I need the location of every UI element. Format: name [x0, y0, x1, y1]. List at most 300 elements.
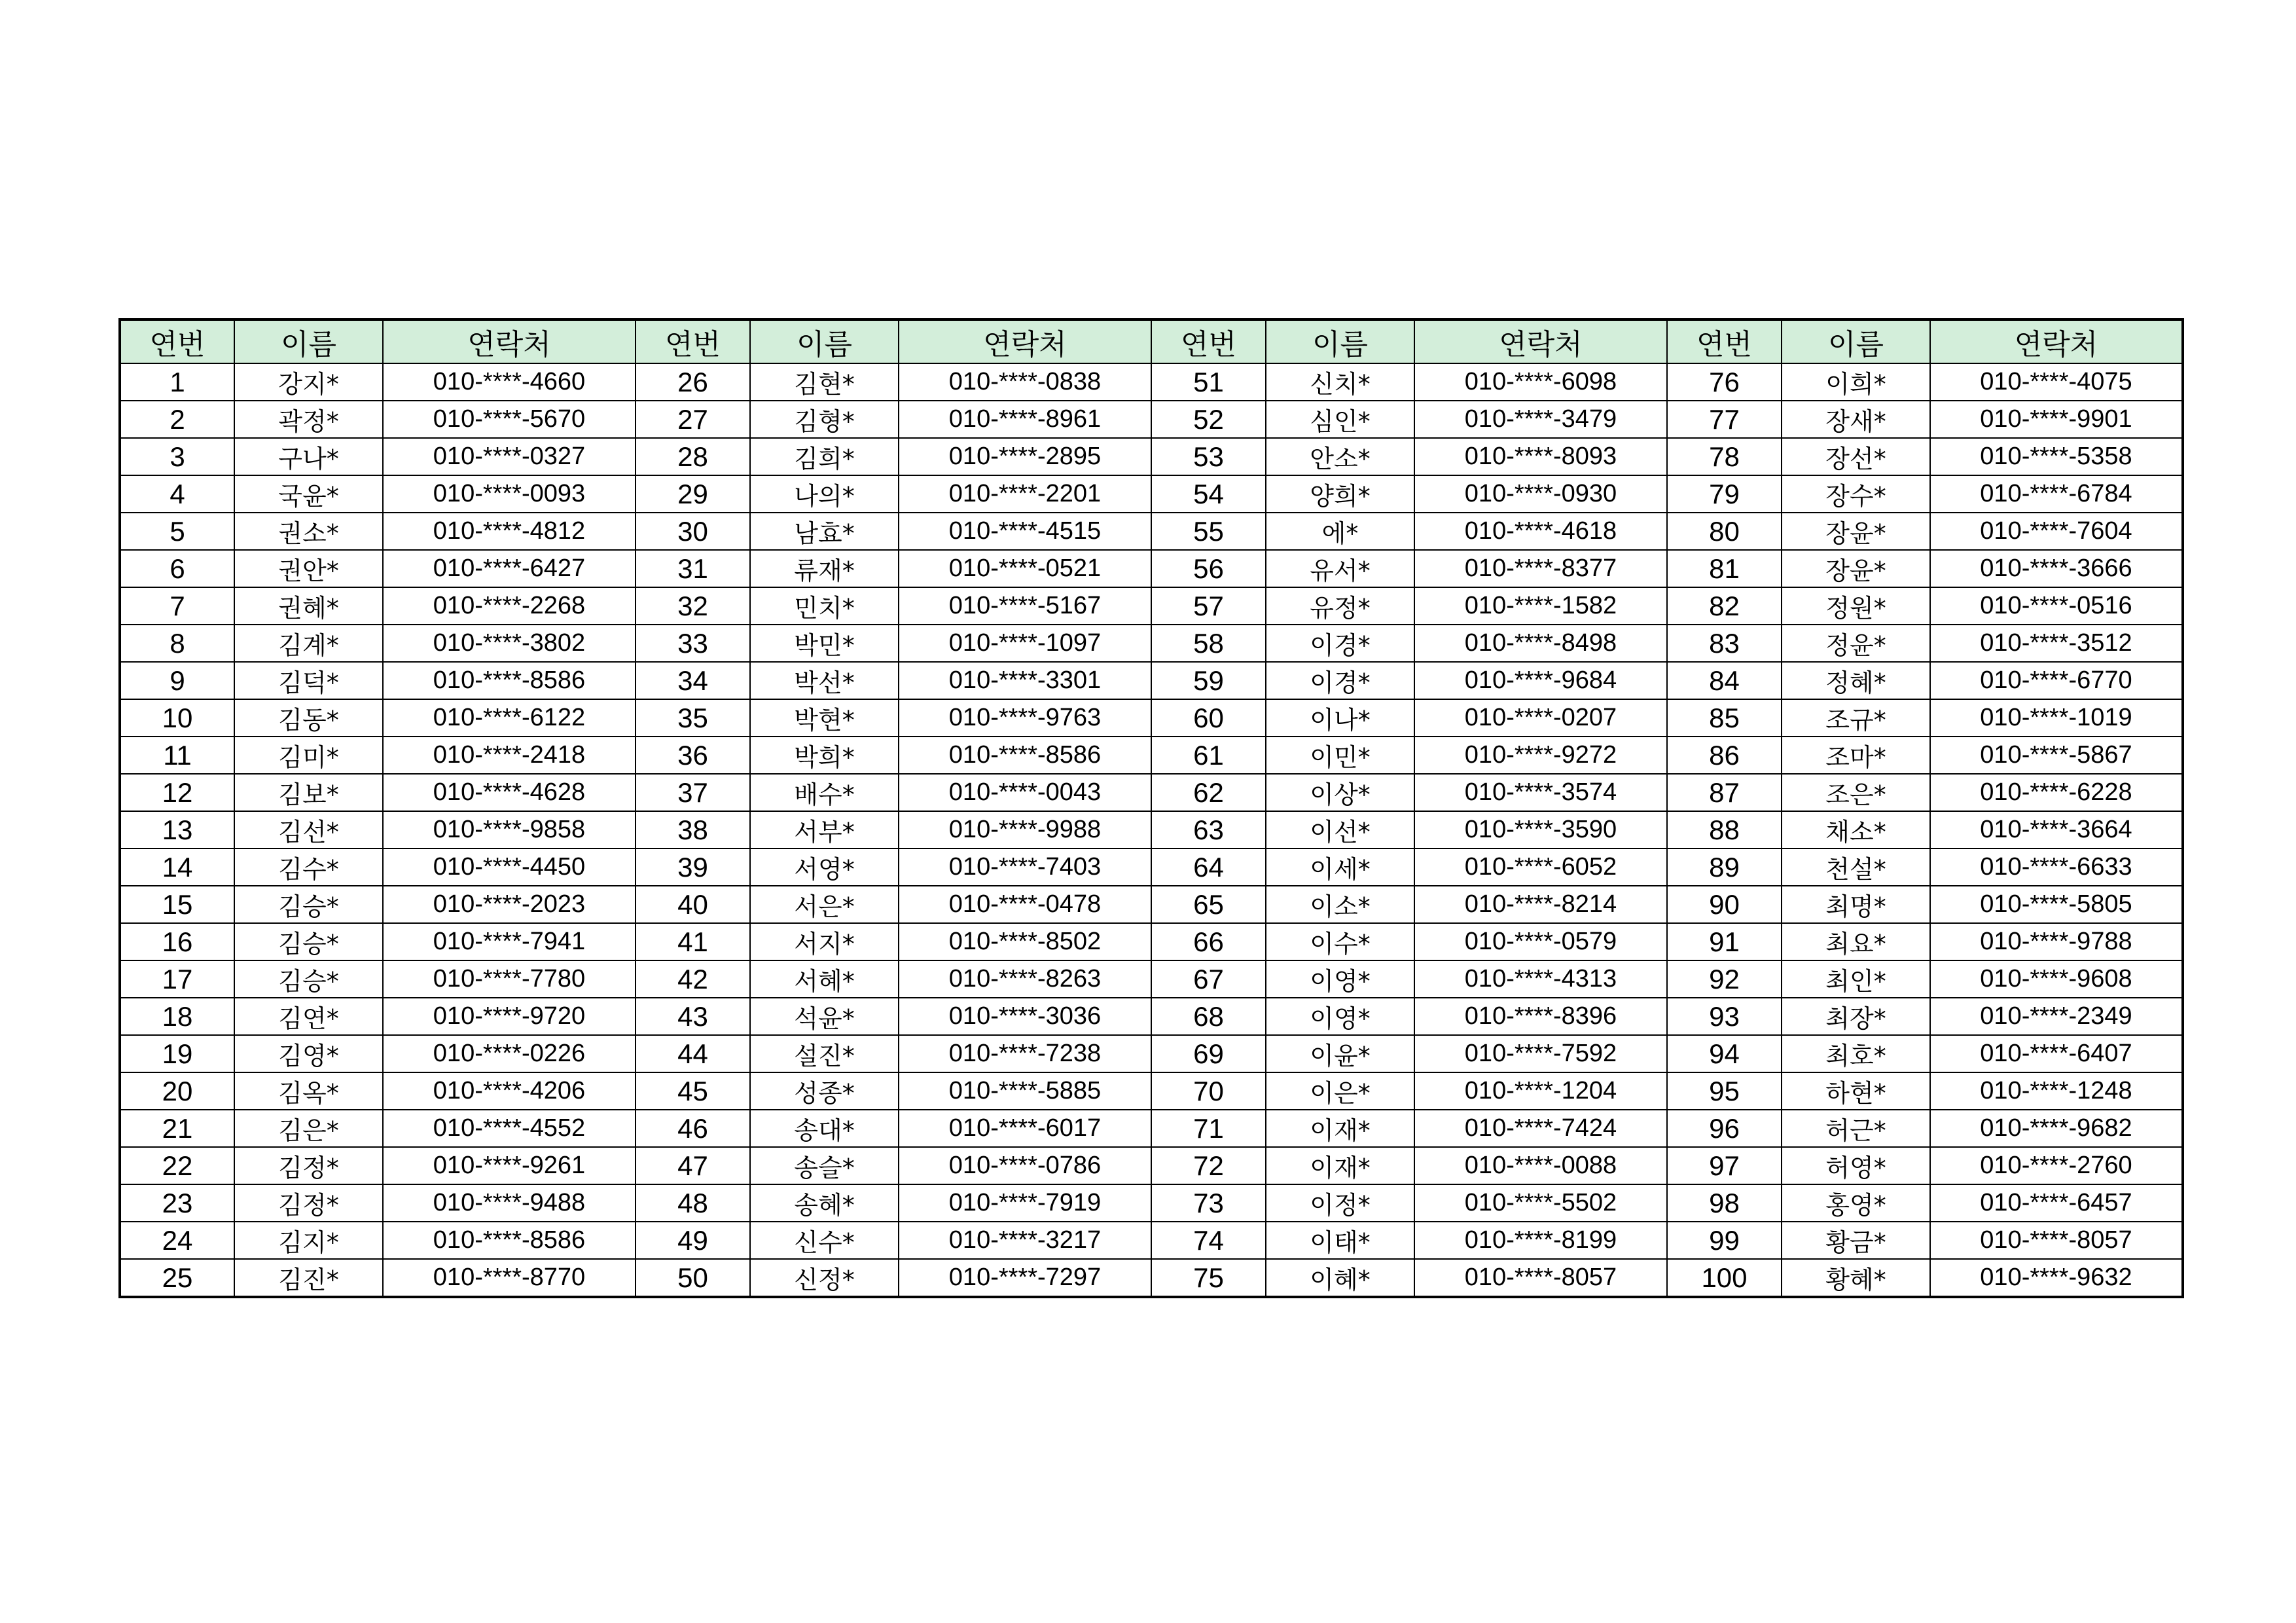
phone-number: 010-****-4206 — [383, 1072, 636, 1110]
phone-number: 010-****-2023 — [383, 886, 636, 923]
row-number: 50 — [636, 1259, 750, 1297]
row-number: 3 — [120, 438, 234, 475]
person-name: 신정* — [750, 1259, 899, 1297]
person-name: 서혜* — [750, 960, 899, 998]
person-name: 장윤* — [1782, 550, 1930, 587]
table-row — [120, 475, 2183, 513]
row-number: 10 — [120, 699, 234, 737]
person-name: 유서* — [1266, 550, 1414, 587]
row-number: 5 — [120, 513, 234, 550]
phone-number: 010-****-6017 — [899, 1110, 1151, 1147]
header-name: 이름 — [750, 319, 899, 363]
person-name: 신수* — [750, 1222, 899, 1259]
person-name: 이재* — [1266, 1147, 1414, 1184]
phone-number: 010-****-8057 — [1930, 1222, 2183, 1259]
table-row — [120, 737, 2183, 774]
phone-number: 010-****-1204 — [1414, 1072, 1667, 1110]
row-number: 18 — [120, 998, 234, 1035]
person-name: 안소* — [1266, 438, 1414, 475]
table-row — [120, 1222, 2183, 1259]
person-name: 김승* — [234, 886, 383, 923]
table-row — [120, 1072, 2183, 1110]
person-name: 김승* — [234, 923, 383, 960]
phone-number: 010-****-2418 — [383, 737, 636, 774]
phone-number: 010-****-9788 — [1930, 923, 2183, 960]
phone-number: 010-****-4618 — [1414, 513, 1667, 550]
row-number: 8 — [120, 625, 234, 662]
row-number: 14 — [120, 848, 234, 886]
row-number: 99 — [1667, 1222, 1782, 1259]
phone-number: 010-****-7592 — [1414, 1035, 1667, 1072]
phone-number: 010-****-4515 — [899, 513, 1151, 550]
phone-number: 010-****-6457 — [1930, 1184, 2183, 1222]
row-number: 84 — [1667, 662, 1782, 699]
person-name: 김희* — [750, 438, 899, 475]
phone-number: 010-****-8770 — [383, 1259, 636, 1297]
person-name: 이영* — [1266, 998, 1414, 1035]
table-row — [120, 998, 2183, 1035]
phone-number: 010-****-8263 — [899, 960, 1151, 998]
person-name: 김지* — [234, 1222, 383, 1259]
row-number: 32 — [636, 587, 750, 625]
row-number: 19 — [120, 1035, 234, 1072]
phone-number: 010-****-6407 — [1930, 1035, 2183, 1072]
header-number: 연번 — [636, 319, 750, 363]
row-number: 45 — [636, 1072, 750, 1110]
row-number: 72 — [1151, 1147, 1266, 1184]
phone-number: 010-****-5805 — [1930, 886, 2183, 923]
person-name: 황혜* — [1782, 1259, 1930, 1297]
person-name: 정원* — [1782, 587, 1930, 625]
phone-number: 010-****-8214 — [1414, 886, 1667, 923]
person-name: 김영* — [234, 1035, 383, 1072]
row-number: 81 — [1667, 550, 1782, 587]
header-number: 연번 — [120, 319, 234, 363]
phone-number: 010-****-5867 — [1930, 737, 2183, 774]
table-row — [120, 1259, 2183, 1297]
header-name: 이름 — [1782, 319, 1930, 363]
row-number: 37 — [636, 774, 750, 811]
contact-table — [118, 318, 2184, 1298]
person-name: 국윤* — [234, 475, 383, 513]
phone-number: 010-****-7238 — [899, 1035, 1151, 1072]
row-number: 62 — [1151, 774, 1266, 811]
row-number: 22 — [120, 1147, 234, 1184]
table-row — [120, 662, 2183, 699]
person-name: 이영* — [1266, 960, 1414, 998]
phone-number: 010-****-6098 — [1414, 363, 1667, 401]
phone-number: 010-****-7424 — [1414, 1110, 1667, 1147]
phone-number: 010-****-8377 — [1414, 550, 1667, 587]
phone-number: 010-****-8586 — [899, 737, 1151, 774]
phone-number: 010-****-7297 — [899, 1259, 1151, 1297]
person-name: 김은* — [234, 1110, 383, 1147]
phone-number: 010-****-0043 — [899, 774, 1151, 811]
person-name: 장선* — [1782, 438, 1930, 475]
phone-number: 010-****-2201 — [899, 475, 1151, 513]
phone-number: 010-****-4660 — [383, 363, 636, 401]
person-name: 권소* — [234, 513, 383, 550]
person-name: 강지* — [234, 363, 383, 401]
phone-number: 010-****-9988 — [899, 811, 1151, 848]
person-name: 최명* — [1782, 886, 1930, 923]
person-name: 구나* — [234, 438, 383, 475]
row-number: 46 — [636, 1110, 750, 1147]
row-number: 78 — [1667, 438, 1782, 475]
row-number: 73 — [1151, 1184, 1266, 1222]
row-number: 13 — [120, 811, 234, 848]
row-number: 2 — [120, 401, 234, 438]
header-name: 이름 — [234, 319, 383, 363]
row-number: 58 — [1151, 625, 1266, 662]
header-contact: 연락처 — [1414, 319, 1667, 363]
person-name: 황금* — [1782, 1222, 1930, 1259]
table-row — [120, 811, 2183, 848]
person-name: 최호* — [1782, 1035, 1930, 1072]
row-number: 92 — [1667, 960, 1782, 998]
person-name: 채소* — [1782, 811, 1930, 848]
person-name: 김덕* — [234, 662, 383, 699]
row-number: 77 — [1667, 401, 1782, 438]
phone-number: 010-****-0930 — [1414, 475, 1667, 513]
person-name: 박민* — [750, 625, 899, 662]
table-row — [120, 1184, 2183, 1222]
row-number: 38 — [636, 811, 750, 848]
table-row — [120, 848, 2183, 886]
row-number: 52 — [1151, 401, 1266, 438]
person-name: 남효* — [750, 513, 899, 550]
person-name: 김형* — [750, 401, 899, 438]
person-name: 이소* — [1266, 886, 1414, 923]
row-number: 87 — [1667, 774, 1782, 811]
table-row — [120, 550, 2183, 587]
person-name: 조은* — [1782, 774, 1930, 811]
row-number: 97 — [1667, 1147, 1782, 1184]
person-name: 김옥* — [234, 1072, 383, 1110]
person-name: 김미* — [234, 737, 383, 774]
row-number: 30 — [636, 513, 750, 550]
row-number: 28 — [636, 438, 750, 475]
row-number: 61 — [1151, 737, 1266, 774]
person-name: 이재* — [1266, 1110, 1414, 1147]
table-row — [120, 438, 2183, 475]
phone-number: 010-****-0521 — [899, 550, 1151, 587]
person-name: 이윤* — [1266, 1035, 1414, 1072]
phone-number: 010-****-2268 — [383, 587, 636, 625]
row-number: 85 — [1667, 699, 1782, 737]
row-number: 29 — [636, 475, 750, 513]
row-number: 23 — [120, 1184, 234, 1222]
phone-number: 010-****-9682 — [1930, 1110, 2183, 1147]
phone-number: 010-****-1097 — [899, 625, 1151, 662]
row-number: 95 — [1667, 1072, 1782, 1110]
phone-number: 010-****-4450 — [383, 848, 636, 886]
phone-number: 010-****-0786 — [899, 1147, 1151, 1184]
phone-number: 010-****-9763 — [899, 699, 1151, 737]
person-name: 정혜* — [1782, 662, 1930, 699]
row-number: 41 — [636, 923, 750, 960]
row-number: 54 — [1151, 475, 1266, 513]
person-name: 김진* — [234, 1259, 383, 1297]
row-number: 79 — [1667, 475, 1782, 513]
row-number: 100 — [1667, 1259, 1782, 1297]
row-number: 65 — [1151, 886, 1266, 923]
phone-number: 010-****-7403 — [899, 848, 1151, 886]
person-name: 허영* — [1782, 1147, 1930, 1184]
person-name: 유정* — [1266, 587, 1414, 625]
phone-number: 010-****-0327 — [383, 438, 636, 475]
row-number: 89 — [1667, 848, 1782, 886]
phone-number: 010-****-9261 — [383, 1147, 636, 1184]
row-number: 35 — [636, 699, 750, 737]
phone-number: 010-****-6633 — [1930, 848, 2183, 886]
table-row — [120, 363, 2183, 401]
phone-number: 010-****-3590 — [1414, 811, 1667, 848]
header-number: 연번 — [1667, 319, 1782, 363]
header-name: 이름 — [1266, 319, 1414, 363]
row-number: 7 — [120, 587, 234, 625]
person-name: 서영* — [750, 848, 899, 886]
phone-number: 010-****-6784 — [1930, 475, 2183, 513]
person-name: 박선* — [750, 662, 899, 699]
person-name: 곽정* — [234, 401, 383, 438]
table-row — [120, 1035, 2183, 1072]
row-number: 68 — [1151, 998, 1266, 1035]
phone-number: 010-****-8961 — [899, 401, 1151, 438]
phone-number: 010-****-5167 — [899, 587, 1151, 625]
row-number: 24 — [120, 1222, 234, 1259]
row-number: 76 — [1667, 363, 1782, 401]
phone-number: 010-****-4552 — [383, 1110, 636, 1147]
phone-number: 010-****-5358 — [1930, 438, 2183, 475]
person-name: 최장* — [1782, 998, 1930, 1035]
row-number: 71 — [1151, 1110, 1266, 1147]
phone-number: 010-****-8093 — [1414, 438, 1667, 475]
person-name: 권혜* — [234, 587, 383, 625]
row-number: 33 — [636, 625, 750, 662]
person-name: 장수* — [1782, 475, 1930, 513]
person-name: 이경* — [1266, 625, 1414, 662]
row-number: 47 — [636, 1147, 750, 1184]
phone-number: 010-****-3666 — [1930, 550, 2183, 587]
person-name: 김정* — [234, 1184, 383, 1222]
row-number: 42 — [636, 960, 750, 998]
phone-number: 010-****-7941 — [383, 923, 636, 960]
row-number: 56 — [1151, 550, 1266, 587]
row-number: 39 — [636, 848, 750, 886]
person-name: 최요* — [1782, 923, 1930, 960]
row-number: 60 — [1151, 699, 1266, 737]
person-name: 설진* — [750, 1035, 899, 1072]
header-number: 연번 — [1151, 319, 1266, 363]
person-name: 이정* — [1266, 1184, 1414, 1222]
row-number: 27 — [636, 401, 750, 438]
phone-number: 010-****-0579 — [1414, 923, 1667, 960]
phone-number: 010-****-9632 — [1930, 1259, 2183, 1297]
table-row — [120, 1147, 2183, 1184]
phone-number: 010-****-3802 — [383, 625, 636, 662]
phone-number: 010-****-1248 — [1930, 1072, 2183, 1110]
person-name: 하현* — [1782, 1072, 1930, 1110]
row-number: 44 — [636, 1035, 750, 1072]
person-name: 양희* — [1266, 475, 1414, 513]
person-name: 김연* — [234, 998, 383, 1035]
row-number: 74 — [1151, 1222, 1266, 1259]
person-name: 박희* — [750, 737, 899, 774]
phone-number: 010-****-4628 — [383, 774, 636, 811]
person-name: 이태* — [1266, 1222, 1414, 1259]
row-number: 70 — [1151, 1072, 1266, 1110]
phone-number: 010-****-9901 — [1930, 401, 2183, 438]
row-number: 16 — [120, 923, 234, 960]
person-name: 이선* — [1266, 811, 1414, 848]
phone-number: 010-****-8586 — [383, 662, 636, 699]
person-name: 이세* — [1266, 848, 1414, 886]
phone-number: 010-****-5885 — [899, 1072, 1151, 1110]
table-row — [120, 886, 2183, 923]
row-number: 20 — [120, 1072, 234, 1110]
person-name: 박현* — [750, 699, 899, 737]
row-number: 51 — [1151, 363, 1266, 401]
person-name: 김수* — [234, 848, 383, 886]
table-row — [120, 699, 2183, 737]
row-number: 66 — [1151, 923, 1266, 960]
person-name: 석윤* — [750, 998, 899, 1035]
row-number: 6 — [120, 550, 234, 587]
phone-number: 010-****-2349 — [1930, 998, 2183, 1035]
phone-number: 010-****-6427 — [383, 550, 636, 587]
person-name: 이혜* — [1266, 1259, 1414, 1297]
person-name: 이수* — [1266, 923, 1414, 960]
phone-number: 010-****-8502 — [899, 923, 1151, 960]
row-number: 34 — [636, 662, 750, 699]
row-number: 40 — [636, 886, 750, 923]
person-name: 송슬* — [750, 1147, 899, 1184]
person-name: 류재* — [750, 550, 899, 587]
row-number: 53 — [1151, 438, 1266, 475]
row-number: 4 — [120, 475, 234, 513]
person-name: 배수* — [750, 774, 899, 811]
person-name: 허근* — [1782, 1110, 1930, 1147]
row-number: 9 — [120, 662, 234, 699]
row-number: 82 — [1667, 587, 1782, 625]
row-number: 94 — [1667, 1035, 1782, 1072]
phone-number: 010-****-7780 — [383, 960, 636, 998]
phone-number: 010-****-1019 — [1930, 699, 2183, 737]
phone-number: 010-****-9720 — [383, 998, 636, 1035]
person-name: 이은* — [1266, 1072, 1414, 1110]
row-number: 12 — [120, 774, 234, 811]
phone-number: 010-****-8396 — [1414, 998, 1667, 1035]
person-name: 권안* — [234, 550, 383, 587]
row-number: 96 — [1667, 1110, 1782, 1147]
phone-number: 010-****-6052 — [1414, 848, 1667, 886]
phone-number: 010-****-9684 — [1414, 662, 1667, 699]
phone-number: 010-****-5502 — [1414, 1184, 1667, 1222]
person-name: 서부* — [750, 811, 899, 848]
table-row — [120, 401, 2183, 438]
row-number: 49 — [636, 1222, 750, 1259]
row-number: 21 — [120, 1110, 234, 1147]
phone-number: 010-****-0226 — [383, 1035, 636, 1072]
header-contact: 연락처 — [1930, 319, 2183, 363]
person-name: 이상* — [1266, 774, 1414, 811]
table-row — [120, 774, 2183, 811]
row-number: 75 — [1151, 1259, 1266, 1297]
header-contact: 연락처 — [899, 319, 1151, 363]
phone-number: 010-****-0088 — [1414, 1147, 1667, 1184]
table-row — [120, 923, 2183, 960]
row-number: 93 — [1667, 998, 1782, 1035]
person-name: 김정* — [234, 1147, 383, 1184]
phone-number: 010-****-9488 — [383, 1184, 636, 1222]
row-number: 31 — [636, 550, 750, 587]
row-number: 69 — [1151, 1035, 1266, 1072]
phone-number: 010-****-3664 — [1930, 811, 2183, 848]
phone-number: 010-****-7604 — [1930, 513, 2183, 550]
row-number: 98 — [1667, 1184, 1782, 1222]
person-name: 심인* — [1266, 401, 1414, 438]
phone-number: 010-****-2760 — [1930, 1147, 2183, 1184]
row-number: 63 — [1151, 811, 1266, 848]
row-number: 86 — [1667, 737, 1782, 774]
person-name: 송혜* — [750, 1184, 899, 1222]
person-name: 장윤* — [1782, 513, 1930, 550]
person-name: 김계* — [234, 625, 383, 662]
phone-number: 010-****-9272 — [1414, 737, 1667, 774]
row-number: 48 — [636, 1184, 750, 1222]
phone-number: 010-****-3217 — [899, 1222, 1151, 1259]
person-name: 장새* — [1782, 401, 1930, 438]
row-number: 43 — [636, 998, 750, 1035]
person-name: 김보* — [234, 774, 383, 811]
row-number: 25 — [120, 1259, 234, 1297]
person-name: 천설* — [1782, 848, 1930, 886]
person-name: 김동* — [234, 699, 383, 737]
row-number: 26 — [636, 363, 750, 401]
phone-number: 010-****-6228 — [1930, 774, 2183, 811]
table-row — [120, 625, 2183, 662]
row-number: 91 — [1667, 923, 1782, 960]
person-name: 성종* — [750, 1072, 899, 1110]
row-number: 1 — [120, 363, 234, 401]
person-name: 에* — [1266, 513, 1414, 550]
row-number: 11 — [120, 737, 234, 774]
row-number: 36 — [636, 737, 750, 774]
phone-number: 010-****-6122 — [383, 699, 636, 737]
person-name: 송대* — [750, 1110, 899, 1147]
row-number: 67 — [1151, 960, 1266, 998]
row-number: 83 — [1667, 625, 1782, 662]
phone-number: 010-****-0838 — [899, 363, 1151, 401]
phone-number: 010-****-0093 — [383, 475, 636, 513]
row-number: 59 — [1151, 662, 1266, 699]
phone-number: 010-****-3301 — [899, 662, 1151, 699]
person-name: 서은* — [750, 886, 899, 923]
row-number: 57 — [1151, 587, 1266, 625]
table-row — [120, 1110, 2183, 1147]
table-row — [120, 587, 2183, 625]
phone-number: 010-****-2895 — [899, 438, 1151, 475]
person-name: 서지* — [750, 923, 899, 960]
person-name: 김승* — [234, 960, 383, 998]
phone-number: 010-****-8199 — [1414, 1222, 1667, 1259]
header-row — [120, 319, 2183, 363]
phone-number: 010-****-7919 — [899, 1184, 1151, 1222]
phone-number: 010-****-0516 — [1930, 587, 2183, 625]
phone-number: 010-****-5670 — [383, 401, 636, 438]
row-number: 17 — [120, 960, 234, 998]
